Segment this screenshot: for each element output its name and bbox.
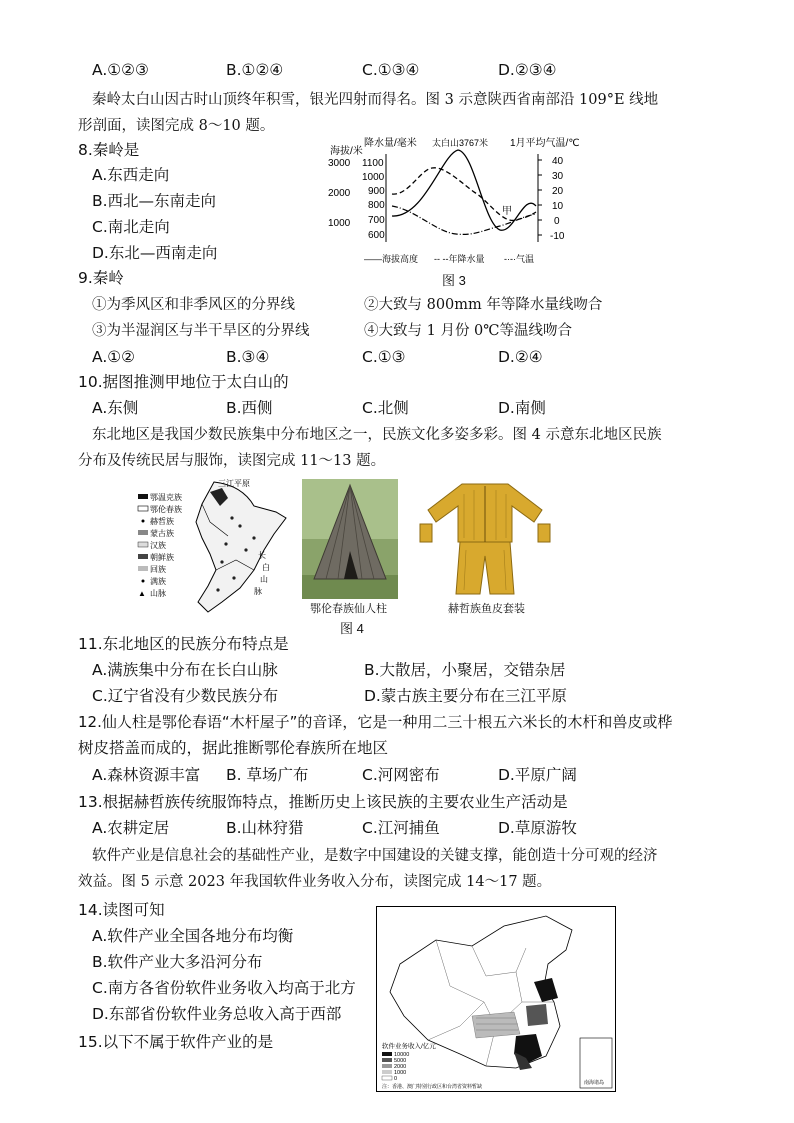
fig4-legend-mountain: 山脉 [150, 589, 166, 598]
q13-stem: 13.根据赫哲族传统服饰特点，推断历史上该民族的主要农业生产活动是 [78, 793, 568, 811]
passage-1-line-2: 形剖面，读图完成 8～10 题。 [78, 118, 275, 134]
fig4-legend-ewenki: 鄂温克族 [150, 493, 182, 502]
q9-option-b: B.③④ [226, 348, 270, 366]
q9-option-d: D.②④ [498, 348, 543, 366]
q11-option-c: C.辽宁省没有少数民族分布 [92, 687, 279, 705]
fig5-legend-5000: 5000 [394, 1058, 407, 1064]
figure-5-software-revenue-map [376, 906, 616, 1092]
q13-option-b: B.山林狩猎 [226, 819, 304, 837]
q15-stem: 15.以下不属于软件产业的是 [78, 1033, 274, 1051]
fig3-precip-tick-800: 800 [368, 200, 385, 211]
fig3-precip-line [392, 168, 536, 221]
fig4-map-mountain-char-4: 脉 [254, 587, 262, 596]
figure-4-oroqen-tent-photo [302, 479, 398, 599]
fig5-inset-label: 南海诸岛 [584, 1080, 605, 1086]
fig3-peak-label: 太白山3767米 [432, 138, 489, 148]
fig3-precip-axis-title: 降水量/毫米 [364, 138, 417, 149]
q14-option-c: C.南方各省份软件业务收入均高于北方 [92, 979, 356, 997]
q9-statement-1: ①为季风区和非季风区的分界线 [92, 297, 295, 313]
fig3-temp-tick-10: 10 [552, 201, 564, 212]
fig5-legend-title: 软件业务收入/亿元 [382, 1043, 436, 1050]
q12-stem-line-2: 树皮搭盖而成的，据此推断鄂伦春族所在地区 [78, 739, 389, 757]
fig3-altitude-line [392, 150, 536, 230]
q10-option-b: B.西侧 [226, 399, 273, 417]
q9-statement-3: ③为半湿润区与半干旱区的分界线 [92, 323, 310, 339]
q10-stem: 10.据图推测甲地位于太白山的 [78, 373, 289, 391]
q7-option-b: B.①②④ [226, 61, 284, 79]
q8-option-d: D.东北—西南走向 [92, 244, 218, 262]
q12-option-a: A.森林资源丰富 [92, 766, 201, 784]
q13-option-d: D.草原游牧 [498, 819, 577, 837]
fig5-legend-0: 0 [394, 1076, 398, 1082]
q9-stem: 9.秦岭 [78, 269, 124, 287]
fig4-legend-korean: 朝鲜族 [150, 553, 174, 562]
q11-option-d: D.蒙古族主要分布在三江平原 [364, 687, 567, 705]
figure-4-photo2-caption: 赫哲族鱼皮套装 [448, 603, 525, 615]
q9-statement-2: ②大致与 800mm 年等降水量线吻合 [364, 297, 603, 313]
q14-option-a: A.软件产业全国各地分布均衡 [92, 927, 294, 945]
q12-option-d: D.平原广阔 [498, 766, 577, 784]
q13-option-a: A.农耕定居 [92, 819, 170, 837]
fig3-temp-tick-40: 40 [552, 156, 564, 167]
q8-option-c: C.南北走向 [92, 218, 170, 236]
passage-3-line-2: 效益。图 5 示意 2023 年我国软件业务收入分布，读图完成 14～17 题。 [78, 874, 552, 890]
fig4-map-mountain-char-2: 白 [262, 563, 270, 572]
fig3-precip-tick-600: 600 [368, 230, 385, 241]
q7-option-a: A.①②③ [92, 61, 149, 79]
q12-option-b: B. 草场广布 [226, 766, 309, 784]
q8-option-b: B.西北—东南走向 [92, 192, 217, 210]
fig3-temp-tick-30: 30 [552, 171, 564, 182]
q11-stem: 11.东北地区的民族分布特点是 [78, 635, 289, 653]
fig5-legend-1000: 1000 [394, 1070, 407, 1076]
fig3-alt-tick-1000: 1000 [328, 218, 351, 229]
svg-text:▲: ▲ [138, 589, 146, 598]
passage-2-line-1: 东北地区是我国少数民族集中分布地区之一，民族文化多姿多彩。图 4 示意东北地区民族 [92, 427, 662, 443]
figure-4-hezhe-fishskin-suit-photo [418, 480, 552, 598]
fig4-legend-han: 汉族 [150, 541, 166, 550]
q11-option-a: A.满族集中分布在长白山脉 [92, 661, 278, 679]
q9-option-a: A.①② [92, 348, 136, 366]
q9-statement-4: ④大致与 1 月份 0℃等温线吻合 [364, 323, 572, 339]
q14-option-d: D.东部省份软件业务总收入高于西部 [92, 1005, 342, 1023]
fig3-temp-axis-title: 1月平均气温/℃ [510, 138, 580, 149]
figure-3-profile-chart [324, 134, 582, 284]
fig3-alt-tick-3000: 3000 [328, 158, 351, 169]
fig4-legend-manchu: 满族 [150, 577, 166, 586]
q8-option-a: A.东西走向 [92, 166, 170, 184]
fig4-legend-mongol: 蒙古族 [150, 529, 174, 538]
passage-1-line-1: 秦岭太白山因古时山顶终年积雪，银光四射而得名。图 3 示意陕西省南部沿 109°E 线地 [92, 92, 659, 108]
q10-option-a: A.东侧 [92, 399, 139, 417]
q13-option-c: C.江河捕鱼 [362, 819, 440, 837]
fig3-precip-tick-900: 900 [368, 186, 385, 197]
fig3-precip-tick-1000: 1000 [362, 172, 385, 183]
q10-option-c: C.北侧 [362, 399, 409, 417]
passage-3-line-1: 软件产业是信息社会的基础性产业，是数字中国建设的关键支撑，能创造十分可观的经济 [92, 848, 658, 864]
fig3-temp-tick-minus10: -10 [550, 231, 565, 242]
q10-option-d: D.南侧 [498, 399, 546, 417]
q14-option-b: B.软件产业大多沿河分布 [92, 953, 263, 971]
q9-option-c: C.①③ [362, 348, 406, 366]
fig3-legend-precip: -- --年降水量 [434, 254, 485, 264]
fig4-map-mountain-char-1: 长 [258, 551, 266, 560]
q14-stem: 14.读图可知 [78, 901, 165, 919]
fig5-legend-2000: 2000 [394, 1064, 407, 1070]
q11-option-b: B.大散居，小聚居，交错杂居 [364, 661, 566, 679]
fig4-legend-oroqen: 鄂伦春族 [150, 505, 182, 514]
fig3-point-jia-label: 甲 [502, 206, 512, 217]
figure-3-caption: 图 3 [442, 273, 466, 288]
fig3-precip-tick-700: 700 [368, 215, 385, 226]
fig4-map-mountain-char-3: 山 [260, 575, 268, 584]
q7-option-c: C.①③④ [362, 61, 420, 79]
passage-2-line-2: 分布及传统民居与服饰，读图完成 11～13 题。 [78, 453, 386, 469]
fig3-temp-tick-0: 0 [554, 216, 560, 227]
fig3-altitude-axis-title: 海拔/米 [330, 146, 363, 157]
fig4-map-sanjiang-label: 三江平原 [218, 479, 250, 488]
figure-4-ethnic-map [136, 478, 292, 614]
fig5-legend-10000: 10000 [394, 1052, 410, 1058]
fig3-precip-tick-1100: 1100 [362, 158, 384, 169]
fig3-temp-tick-20: 20 [552, 186, 564, 197]
figure-4-photo1-caption: 鄂伦春族仙人柱 [310, 603, 387, 615]
fig3-legend-altitude: ——海拔高度 [364, 254, 419, 264]
fig4-legend-hezhe: 赫哲族 [150, 517, 174, 526]
fig3-alt-tick-2000: 2000 [328, 188, 351, 199]
q7-option-d: D.②③④ [498, 61, 557, 79]
q12-stem-line-1: 12.仙人柱是鄂伦春语“木杆屋子”的音译，它是一种用二三十根五六米长的木杆和兽皮或桦 [78, 713, 673, 731]
q12-option-c: C.河网密布 [362, 766, 440, 784]
q8-stem: 8.秦岭是 [78, 141, 140, 159]
figure-4-caption: 图 4 [340, 621, 364, 636]
fig3-legend-temp: -·-·气温 [504, 254, 534, 264]
fig4-legend-hui: 回族 [150, 565, 166, 574]
fig5-note: 注：香港、澳门特别行政区和台湾省资料暂缺 [382, 1084, 483, 1090]
